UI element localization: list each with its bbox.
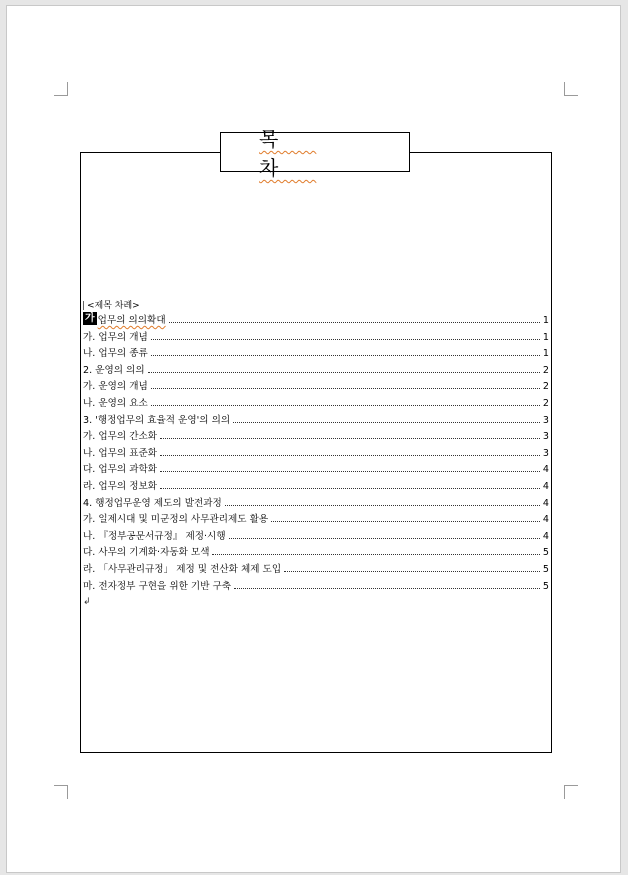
title-box[interactable] [220, 127, 410, 180]
toc-entry[interactable] [83, 363, 549, 380]
toc-entry[interactable] [83, 379, 549, 396]
toc-entry[interactable] [83, 512, 549, 529]
toc-entry[interactable] [83, 496, 549, 513]
toc-entry[interactable] [83, 446, 549, 463]
toc-page-number: 5 [542, 547, 549, 559]
dot-leader [212, 554, 539, 555]
toc-entry[interactable] [83, 529, 549, 546]
paragraph-start-marker [83, 301, 86, 310]
dot-leader [169, 322, 540, 323]
toc-entry[interactable] [83, 396, 549, 413]
style-tag [83, 299, 549, 313]
paragraph-end-mark: ↲ [83, 597, 91, 608]
toc-page-number: 5 [542, 580, 549, 592]
toc-entry-label: 4. 행정업무운영 제도의 발전과정 [83, 497, 222, 509]
toc-page-number: 2 [542, 364, 549, 376]
toc-page-number: 1 [542, 331, 549, 343]
crop-mark-bottom-left [54, 785, 68, 799]
toc-entry[interactable] [83, 479, 549, 496]
dot-leader [271, 521, 540, 522]
toc-entry[interactable] [83, 313, 549, 330]
page-title: 목 차 [259, 127, 317, 180]
toc-entry[interactable] [83, 413, 549, 430]
toc-entry-label: 나. 『정부공문서규정』 제정·시행 [83, 530, 226, 542]
dot-leader [160, 488, 540, 489]
toc-entry[interactable] [83, 346, 549, 363]
toc-entry-label: 나. 업무의 종류 [83, 348, 148, 360]
text-cursor-glyph: 가 [85, 313, 95, 324]
table-of-contents[interactable] [83, 299, 549, 609]
toc-entry-label: 가. 운영의 개념 [83, 381, 148, 393]
toc-entry-label: 가. 업무의 간소화 [83, 431, 158, 443]
toc-entry[interactable] [83, 429, 549, 446]
toc-entry-label: 라. 업무의 정보화 [83, 480, 158, 492]
toc-page-number: 4 [542, 497, 549, 509]
dot-leader [151, 405, 540, 406]
toc-page-number: 4 [542, 480, 549, 492]
toc-entry-label: 라. 「사무관리규정」 제정 및 전산화 체제 도입 [83, 563, 282, 575]
toc-entry-label: 다. 사무의 기계화·자동화 모색 [83, 547, 210, 559]
toc-entry-label: 2. 운영의 의의 [83, 364, 145, 376]
toc-page-number: 3 [542, 447, 549, 459]
toc-page-number: 4 [542, 514, 549, 526]
toc-page-number: 5 [542, 563, 549, 575]
crop-mark-top-right [564, 82, 578, 96]
toc-entry-label: 나. 운영의 요소 [83, 397, 148, 409]
dot-leader [148, 372, 540, 373]
toc-entry-label: 가. 일제시대 및 미군정의 사무관리제도 활용 [83, 514, 269, 526]
toc-page-number: 1 [542, 315, 549, 326]
document-page[interactable] [7, 6, 620, 872]
toc-page-number: 4 [542, 464, 549, 476]
toc-entry[interactable] [83, 545, 549, 562]
dot-leader [234, 588, 540, 589]
toc-page-number: 1 [542, 348, 549, 360]
toc-entry-label: 다. 업무의 과학화 [83, 464, 158, 476]
toc-entry[interactable] [83, 330, 549, 347]
toc-entry[interactable] [83, 462, 549, 479]
toc-page-number: 3 [542, 431, 549, 443]
dot-leader [225, 505, 540, 506]
toc-entry-label: 업무의 의의확대 [97, 315, 166, 326]
dot-leader [229, 538, 540, 539]
toc-entry-label: 가. 업무의 개념 [83, 331, 148, 343]
toc-page-number: 3 [542, 414, 549, 426]
dot-leader [233, 422, 540, 423]
dot-leader [284, 571, 540, 572]
toc-entry[interactable] [83, 562, 549, 579]
toc-entry-label: 3. '행정업무의 효율적 운영'의 의의 [83, 414, 231, 426]
style-tag-text: <제목 차례> [87, 301, 140, 311]
crop-mark-bottom-right [564, 785, 578, 799]
toc-entry-label: 나. 업무의 표준화 [83, 447, 158, 459]
toc-page-number: 4 [542, 530, 549, 542]
dot-leader [151, 388, 540, 389]
dot-leader [160, 438, 540, 439]
toc-entry-label: 마. 전자정부 구현을 위한 기반 구축 [83, 580, 232, 592]
toc-page-number: 2 [542, 397, 549, 409]
crop-mark-top-left [54, 82, 68, 96]
dot-leader [160, 455, 540, 456]
dot-leader [151, 339, 540, 340]
dot-leader [151, 355, 540, 356]
toc-entry[interactable] [83, 579, 549, 596]
toc-page-number: 2 [542, 381, 549, 393]
dot-leader [160, 471, 540, 472]
